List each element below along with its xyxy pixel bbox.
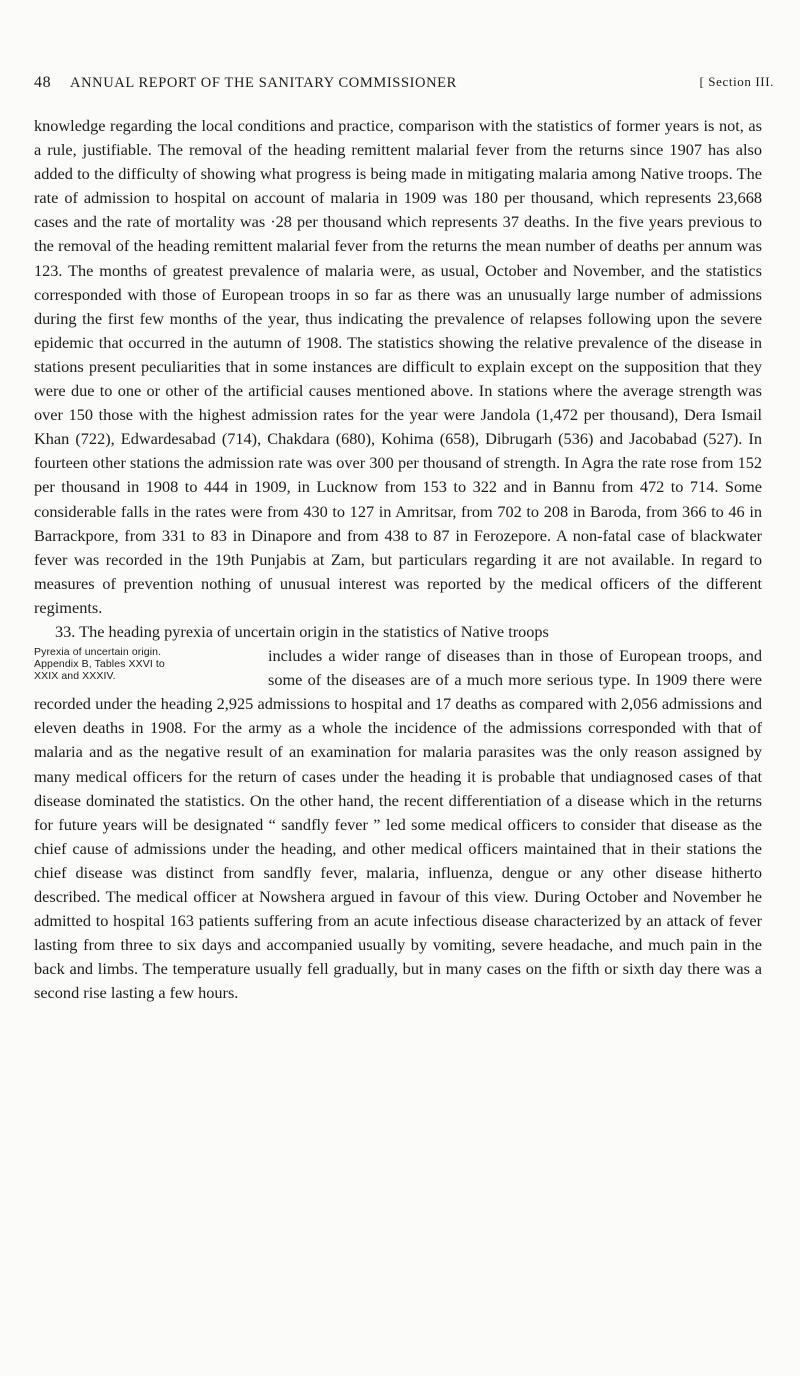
margin-note-line: Appendix B, Tables XXVI to — [34, 658, 165, 671]
pyrexia-paragraph — [34, 644, 762, 1005]
pyrexia-paragraph-text: includes a wider range of diseases than in those of European troops, and some of the diseases are of a much more serious type. In 1909 there were recorded under the heading 2,925 admissions to hospital and 17 deaths as compared with 2,056 admissions and eleven deaths in 1908. For the army as a whole the incidence of the admissions corresponded with that of malaria and as the negative result of an examination for malaria parasites was the only reason assigned by many medical officers for the return of cases under the heading it is probable that undiagnosed cases of that disease dominated the statistics. On the other hand, the recent differentiation of a disease which in the returns for future years will be designated “ sandfly fever ” led some medical officers to consider that disease as the chief cause of admissions under the heading, and other medical officers maintained that in their stations the chief disease was distinct from sandfly fever, malaria, influenza, dengue or any other disease hitherto described. The medical officer at Nowshera argued in favour of this view. During October and November he admitted to hospital 163 patients suffering from an acute infectious disease characterized by an attack of fever lasting from three to six days and accompanied usually by vomiting, severe headache, and much pain in the back and limbs. The temperature usually fell gradually, but in many cases on the fifth or sixth day there was a second rise lasting a few hours. — [34, 646, 762, 1003]
page-header — [34, 74, 774, 98]
margin-note-line: XXIX and XXXIV. — [34, 670, 116, 683]
report-body — [34, 114, 762, 1005]
pyrexia-paragraph-lead: 33. The heading pyrexia of uncertain origin in the statistics of Native troops — [55, 621, 549, 641]
margin-note — [34, 646, 256, 682]
malaria-paragraph: knowledge regarding the local conditions and practice, comparison with the statistics of former years is not, as a rule, justifiable. The removal of the heading remittent malarial fever from the returns since 1907 has also added to the difficulty of showing what progress is being made in mitigating malaria among Native troops. The rate of admission to hospital on account of malaria in 1909 was 180 per thousand, which represents 23,668 cases and the rate of mortality was ·28 per thousand which represents 37 deaths. In the five years previous to the removal of the heading remittent malarial fever from the returns the mean number of deaths per annum was 123. The months of greatest prevalence of malaria were, as usual, October and November, and the statistics corresponded with those of European troops in so far as there was an unusually large number of admissions during the first few months of the year, thus indicating the prevalence of relapses following upon the severe epidemic that occurred in the autumn of 1908. The statistics showing the relative prevalence of the disease in stations present peculiarities that in some instances are difficult to explain except on the supposition that they were due to one or other of the artificial causes mentioned above. In stations where the average strength was over 150 those with the highest admission rates for the year were Jandola (1,472 per thousand), Dera Ismail Khan (722), Edwardesabad (714), Chakdara (680), Kohima (658), Dibrugarh (536) and Jacobabad (527). In fourteen other stations the admission rate was over 300 per thousand of strength. In Agra the rate rose from 152 per thousand in 1908 to 444 in 1909, in Lucknow from 153 to 322 and in Bannu from 472 to 714. Some considerable falls in the rates were from 430 to 127 in Amritsar, from 702 to 208 in Baroda, from 366 to 46 in Barrackpore, from 331 to 83 in Dinapore and from 438 to 87 in Ferozepore. A non-fatal case of blackwater fever was recorded in the 19th Punjabis at Zam, but particulars regarding it are not available. In regard to measures of prevention nothing of unusual interest was reported by the medical officers of the different regiments. — [34, 116, 762, 617]
margin-note-line: Pyrexia of uncertain origin. — [34, 646, 162, 659]
running-title: ANNUAL REPORT OF THE SANITARY COMMISSIONER — [70, 75, 457, 91]
page-number: 48 — [34, 74, 52, 91]
section-label: [ Section III. — [699, 74, 774, 89]
